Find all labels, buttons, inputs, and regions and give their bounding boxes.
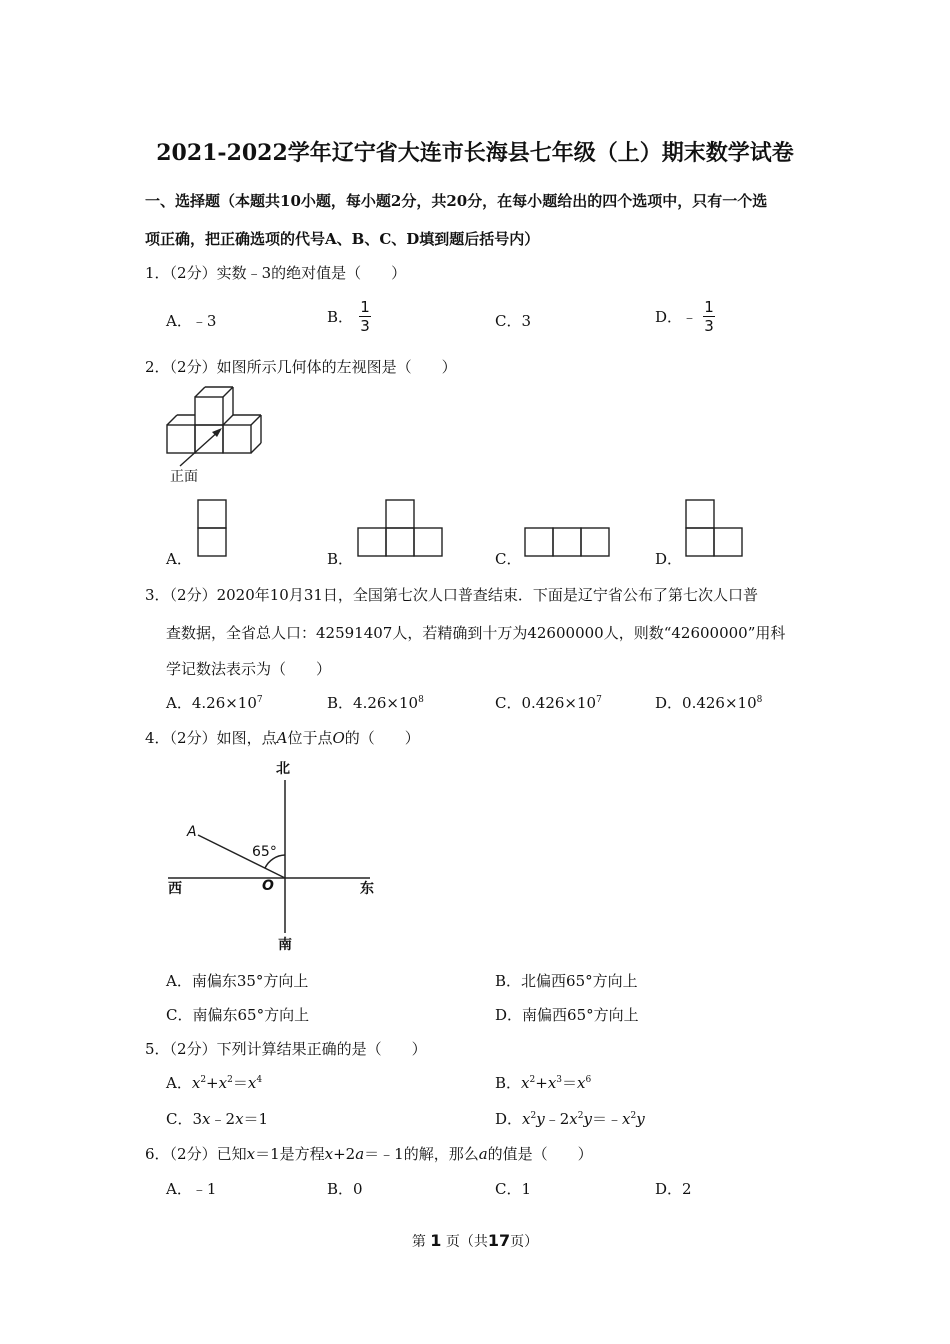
stem-text: +2 [333, 1145, 356, 1163]
var-x: x [324, 1145, 334, 1163]
question-2-stem: 2．（2分）如图所示几何体的左视图是（ ） [145, 358, 457, 376]
q2-option-a-figure [196, 498, 230, 558]
option-label: B． [495, 1074, 522, 1092]
q5-option-b [495, 1072, 591, 1093]
option-label: C． [166, 1110, 193, 1128]
op: ﹣ [544, 1110, 560, 1128]
q1-option-b-fraction [359, 298, 371, 335]
q5-option-d [495, 1108, 645, 1129]
q6-option-c: C．1 [495, 1180, 532, 1198]
exp: 2 [529, 1075, 536, 1085]
question-4-stem [145, 727, 420, 748]
q3-option-d [655, 692, 762, 713]
var-x: x [202, 1110, 211, 1128]
stem-text: 6．（2分）已知 [145, 1145, 247, 1163]
q5-option-c [166, 1108, 268, 1129]
exp: 4 [256, 1075, 263, 1085]
q2-option-c-label: C． [495, 550, 522, 568]
exp: 6 [585, 1075, 592, 1085]
var-x: x [577, 1074, 586, 1092]
var-y: y [636, 1110, 645, 1128]
q4-var-o: O [332, 729, 345, 747]
q4-stem-pre: 4．（2分）如图，点 [145, 729, 277, 747]
q4-stem-post: 的（ ） [344, 729, 420, 747]
stem-text: ＝1是方程 [255, 1145, 325, 1163]
coef: 2 [225, 1110, 236, 1128]
coef: 3 [192, 1110, 203, 1128]
q4-option-d: D．南偏西65°方向上 [495, 1006, 639, 1024]
south-label: 南 [278, 937, 292, 953]
q1-option-a: A．﹣3 [166, 312, 217, 330]
exp: 2 [200, 1075, 207, 1085]
q3-option-c-base: C．0.426×10 [495, 694, 597, 712]
q1-option-d-fraction [703, 298, 715, 335]
point-o-label: O [262, 878, 274, 894]
west-label: 西 [168, 881, 182, 897]
q3-option-c-exponent: 7 [596, 695, 602, 705]
var-a: a [355, 1145, 365, 1163]
op: ＝﹣ [591, 1110, 622, 1128]
q3-option-b [327, 692, 424, 713]
q3-option-d-base: D．0.426×10 [655, 694, 757, 712]
q3-option-a-exponent: 7 [256, 695, 263, 705]
exp: 2 [577, 1111, 584, 1121]
page-number: 1 [430, 1231, 442, 1250]
angle-label: 65° [252, 844, 277, 860]
op: ＝1 [243, 1110, 269, 1128]
fraction-numerator: 1 [360, 298, 370, 316]
coef: 2 [559, 1110, 570, 1128]
question-3-line2: 查数据，全省总人口：42591407人，若精确到十万为42600000人，则数“42600000”用科 [166, 624, 786, 642]
point-a-label: A [187, 824, 197, 840]
footer-text: 页（共 [445, 1234, 488, 1250]
q4-option-a: A．南偏东35°方向上 [166, 972, 309, 990]
total-pages: 17 [487, 1231, 511, 1250]
q4-option-c: C．南偏东65°方向上 [166, 1006, 310, 1024]
question-1-stem: 1．（2分）实数﹣3的绝对值是（ ） [145, 264, 407, 282]
q1-option-b [327, 298, 371, 335]
q4-stem-mid: 位于点 [287, 729, 333, 747]
var-x: x [247, 1074, 257, 1092]
page-footer [0, 1231, 950, 1251]
var-x: x [218, 1074, 228, 1092]
q2-option-a-label: A． [166, 550, 192, 568]
op: ＝ [232, 1074, 248, 1092]
q3-option-a-base: A．4.26×10 [166, 694, 257, 712]
q2-option-c-figure [523, 526, 615, 558]
fraction-numerator: 1 [704, 298, 714, 316]
q6-option-b: B．0 [327, 1180, 363, 1198]
question-5-stem: 5．（2分）下列计算结果正确的是（ ） [145, 1040, 427, 1058]
exp: 2 [227, 1075, 233, 1085]
q3-option-a [166, 692, 263, 713]
var-x: x [621, 1110, 631, 1128]
q6-option-a: A．﹣1 [166, 1180, 217, 1198]
q4-var-a: A [276, 729, 288, 747]
var-x: x [235, 1110, 244, 1128]
section-heading-line1: 一、选择题（本题共10小题，每小题2分，共20分，在每小题给出的四个选项中，只有一个选 [145, 192, 768, 210]
q3-option-b-exponent: 8 [418, 695, 424, 705]
q1-option-c: C．3 [495, 312, 532, 330]
exp: 2 [530, 1111, 537, 1121]
question-3-line3: 学记数法表示为（ ） [166, 660, 332, 678]
fraction-denominator: 3 [360, 317, 370, 335]
q2-option-b-figure [356, 498, 448, 558]
var-x: x [246, 1145, 256, 1163]
q4-option-b: B．北偏西65°方向上 [495, 972, 638, 990]
exp: 2 [630, 1111, 637, 1121]
footer-text: 页） [510, 1234, 539, 1250]
option-label: A． [166, 1074, 192, 1092]
q2-option-b-label: B． [327, 550, 354, 568]
op: + [206, 1074, 219, 1092]
front-label: 正面 [170, 469, 198, 485]
question-6-stem [145, 1143, 593, 1164]
q3-option-d-exponent: 8 [756, 695, 763, 705]
q2-option-d-label: D． [655, 550, 683, 568]
var-y: y [536, 1110, 545, 1128]
var-y: y [583, 1110, 592, 1128]
var-a: a [478, 1145, 488, 1163]
section-heading-line2: 项正确，把正确选项的代号A、B、C、D填到题后括号内） [145, 230, 540, 248]
var-x: x [569, 1110, 578, 1128]
var-x: x [522, 1110, 531, 1128]
q3-option-b-base: B．4.26×10 [327, 694, 419, 712]
option-label: D． [495, 1110, 523, 1128]
op: ﹣ [210, 1110, 226, 1128]
q5-option-a [166, 1072, 262, 1093]
var-x: x [521, 1074, 530, 1092]
q1-option-d [655, 298, 715, 335]
q1-option-b-label: B． [327, 308, 354, 326]
op: ＝ [562, 1074, 578, 1092]
var-x: x [547, 1074, 557, 1092]
stem-text: ＝﹣1的解，那么 [364, 1145, 479, 1163]
var-x: x [191, 1074, 201, 1092]
footer-text: 第 [411, 1234, 426, 1250]
question-3-line1: 3．（2分）2020年10月31日，全国第七次人口普查结束．下面是辽宁省公布了第七次人口普 [145, 586, 758, 604]
q2-option-d-figure [684, 498, 748, 558]
east-label: 东 [360, 881, 374, 897]
q6-option-d: D．2 [655, 1180, 692, 1198]
exp: 3 [556, 1075, 563, 1085]
page-title: 2021-2022学年辽宁省大连市长海县七年级（上）期末数学试卷 [156, 140, 794, 166]
stem-text: 的值是（ ） [487, 1145, 593, 1163]
fraction-denominator: 3 [704, 317, 714, 335]
north-label: 北 [276, 761, 290, 777]
q3-option-c [495, 692, 602, 713]
op: + [535, 1074, 548, 1092]
q1-option-d-label: D．﹣ [655, 308, 698, 326]
